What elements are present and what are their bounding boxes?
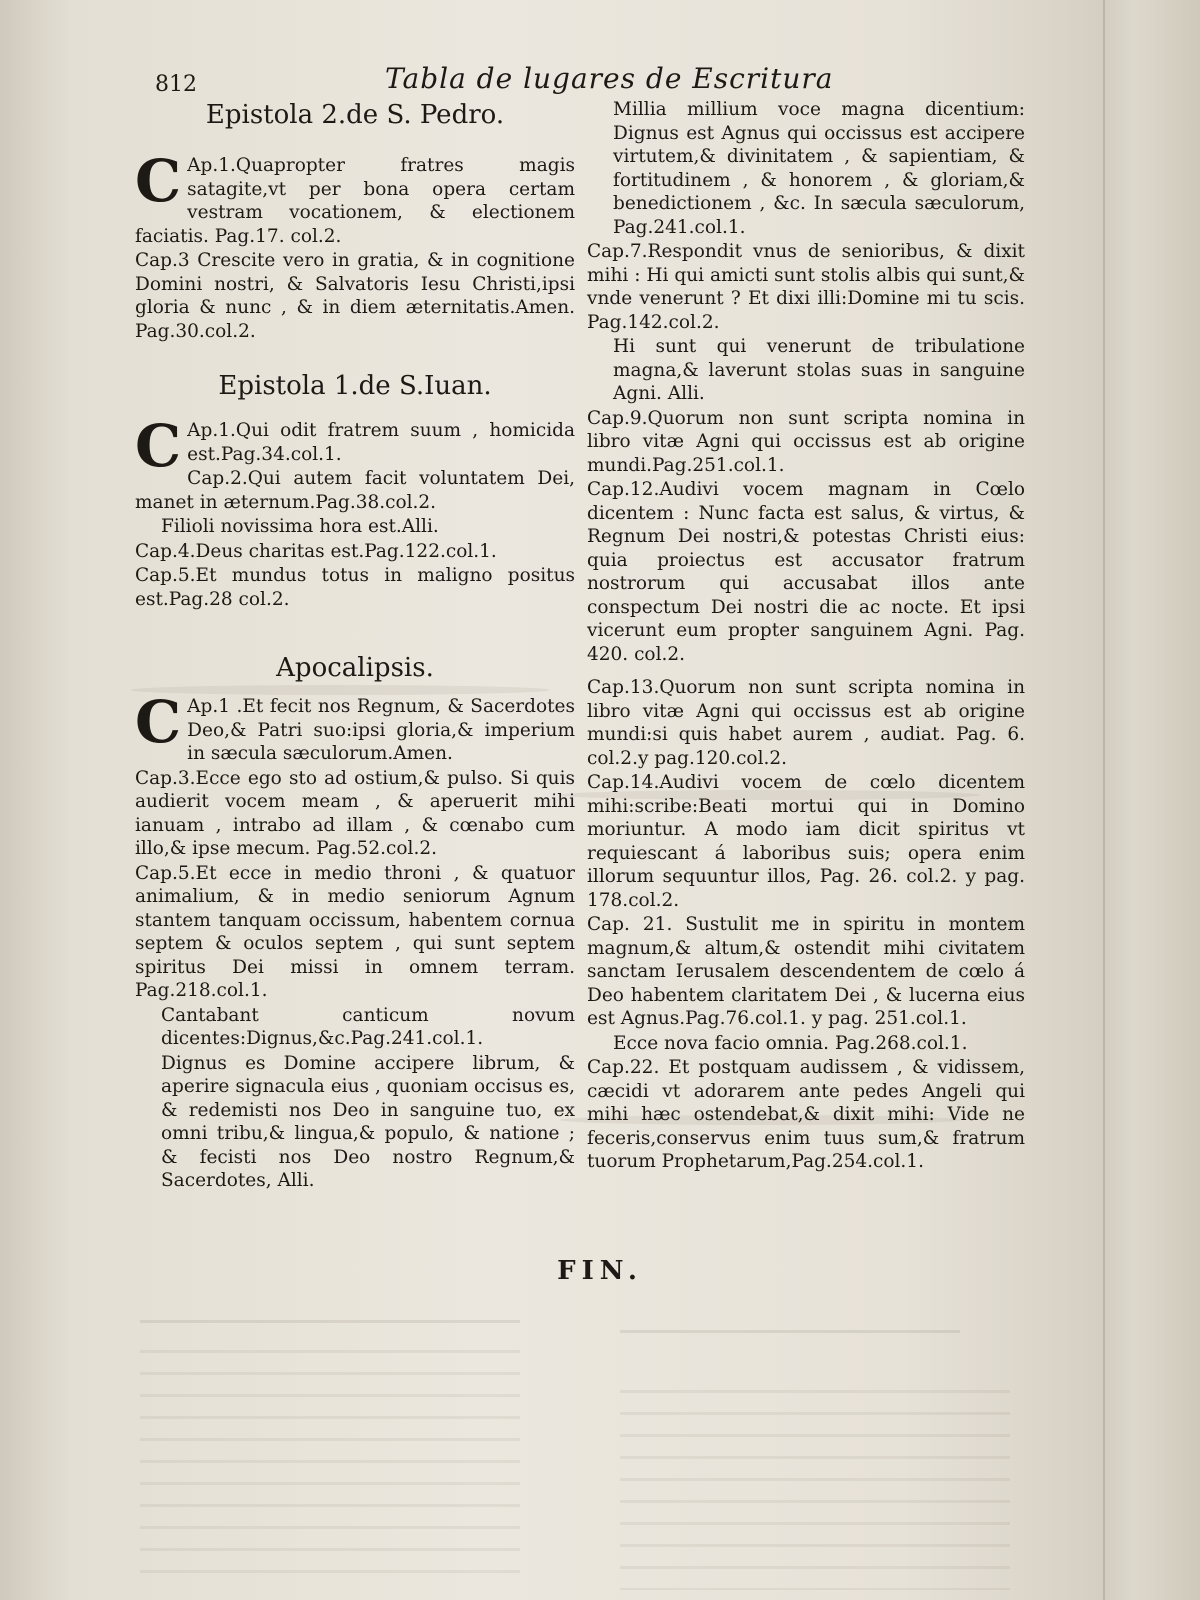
entry xyxy=(587,335,1025,406)
entry-text: Cap.3.Ecce ego sto ad ostium,& pulso. Si quis audierit vocem meam , & aperuerit mihi ianuam , intrabo ad illam , & cœnabo cum illo,& ipse mecum. Pag.52.col.2. xyxy=(135,767,575,859)
entry xyxy=(587,771,1025,912)
entry xyxy=(135,249,575,343)
section-title: Apocalipsis. xyxy=(276,653,434,683)
entry-text: Filioli novissima hora est.Alli. xyxy=(161,516,439,537)
entry xyxy=(587,676,1025,770)
left-column xyxy=(135,98,575,1194)
entry xyxy=(587,913,1025,1031)
entry xyxy=(587,1032,1025,1056)
section-title: Epistola 2.de S. Pedro. xyxy=(205,100,505,130)
entry xyxy=(587,407,1025,478)
entry-text: Ecce nova facio omnia. Pag.268.col.1. xyxy=(613,1032,968,1054)
entry-text: Cap.2.Qui autem facit voluntatem Dei, manet in æternum.Pag.38.col.2. xyxy=(135,468,575,513)
entry xyxy=(135,1004,575,1051)
entry-text: Ap.1 .Et fecit nos Regnum, & Sacerdotes Deo,& Patri suo:ipsi gloria,& imperium in sæcula sæculorum.Amen. xyxy=(187,696,575,764)
entry xyxy=(587,478,1025,666)
entry-text: Ap.1.Quapropter fratres magis satagite,vt per bona opera certam vestram vocationem, & electionem faciatis. Pag.17. col.2. xyxy=(135,155,575,247)
entry xyxy=(135,515,575,539)
entry-text: Cap. 21. Sustulit me in spiritu in montem magnum,& altum,& ostendit mihi civitatem sanctam Ierusalem descendentem de cœlo á Deo habentem claritatem Dei , & lucerna eius est Agnus.Pag.76.col.1. y pag. 251.col.1. xyxy=(587,914,1025,1029)
drop-cap: C xyxy=(135,688,182,756)
entry-text: Cap.5.Et ecce in medio throni , & quatuor animalium, & in medio seniorum Agnum stantem tanquam occissum, habentem cornua septem & oculos septem , qui sunt septem spiritus Dei missi in omnem terram. Pag.218.col.1. xyxy=(135,862,575,1001)
entry xyxy=(135,688,575,766)
drop-cap: C xyxy=(135,147,182,215)
entry xyxy=(587,1056,1025,1174)
entry xyxy=(135,767,575,861)
entry xyxy=(135,467,575,514)
entry-text: Cap.22. Et postquam audissem , & vidissem, cæcidi vt adorarem ante pedes Angeli qui mihi hæc ostendebat,& dixit mihi: Vide ne feceris,conservus enim tuus sum,& fratrum tuorum Prophetarum,Pag.254.col.1. xyxy=(587,1057,1025,1172)
entry xyxy=(135,564,575,611)
entry xyxy=(135,1052,575,1193)
page-header xyxy=(155,62,1035,98)
entry-text: Millia millium voce magna dicentium: Dignus est Agnus qui occissus est accipere virtutem,& divinitatem , & sapientiam, & fortitudinem , & honorem , & gloriam,& benedictionem , &c. In sæcula sæculorum, Pag.241.col.1. xyxy=(613,99,1025,238)
right-column xyxy=(587,98,1025,1175)
entry-text: Cap.14.Audivi vocem de cœlo dicentem mihi:scribe:Beati mortui qui in Domino moriuntur. A modo iam dicit spiritus vt requiescant á laboribus suis; opera enim illorum sequuntur illos, Pag. 26. col.2. y pag. 178.col.2. xyxy=(587,772,1025,911)
bleed-through-mark xyxy=(140,1350,520,1580)
bleed-through-mark xyxy=(140,1280,520,1323)
section-apocalipsis xyxy=(135,651,575,1193)
fin-marker: FIN. xyxy=(557,1256,643,1286)
entry-text: Cap.13.Quorum non sunt scripta nomina in libro vitæ Agni qui occissus est ab origine mundi:si quis habet aurem , audiat. Pag. 6. col.2.y pag.120.col.2. xyxy=(587,677,1025,769)
entry-text: Ap.1.Qui odit fratrem suum , homicida est.Pag.34.col.1. xyxy=(187,420,575,465)
section-title: Epistola 1.de S.Iuan. xyxy=(218,371,492,401)
section-2-pedro xyxy=(135,98,575,343)
running-title: Tabla de lugares de Escritura xyxy=(385,62,834,95)
bleed-through-mark xyxy=(620,1300,960,1333)
entry xyxy=(587,240,1025,334)
page-number: 812 xyxy=(155,72,197,97)
section-1-iuan xyxy=(135,369,575,611)
entry xyxy=(135,540,575,564)
entry-text: Cap.4.Deus charitas est.Pag.122.col.1. xyxy=(135,540,497,562)
entry-text: Cantabant canticum novum dicentes:Dignus,&c.Pag.241.col.1. xyxy=(161,1004,575,1049)
entry-text: Cap.7.Respondit vnus de senioribus, & dixit mihi : Hi qui amicti sunt stolis albis qui sunt,& vnde venerunt ? Et dixi illi:Domine mi tu scis. Pag.142.col.2. xyxy=(587,241,1025,333)
entry xyxy=(135,147,575,248)
entry xyxy=(135,412,575,480)
bleed-through-mark xyxy=(620,1390,1010,1590)
text-columns xyxy=(135,98,1025,1198)
entry-text: Hi sunt qui venerunt de tribulatione magna,& laverunt stolas suas in sanguine Agni. Alli. xyxy=(613,336,1025,404)
entry-text: Cap.3 Crescite vero in gratia, & in cognitione Domini nostri, & Salvatoris Iesu Christi,ipsi gloria & nunc , & in diem æternitatis.Amen. Pag.30.col.2. xyxy=(135,250,575,342)
entry-text: Dignus es Domine accipere librum, & aperire signacula eius , quoniam occisus es, & redemisti nos Deo in sanguine tuo, ex omni tribu,& lingua,& populo, & natione ; & fecisti nos Deo nostro Regnum,& Sacerdotes, Alli. xyxy=(161,1052,575,1191)
entry xyxy=(587,98,1025,239)
entry-text: Cap.5.Et mundus totus in maligno positus est.Pag.28 col.2. xyxy=(135,565,575,610)
entry xyxy=(135,862,575,1003)
book-page-edge xyxy=(1103,0,1200,1600)
entry-text: Cap.12.Audivi vocem magnam in Cœlo dicentem : Nunc facta est salus, & virtus, & Regnum Dei nostri,& potestas Christi eius: quia proiectus est accusator fratrum nostrorum qui accusabat illos ante conspectum Dei nostri die ac nocte. Et ipsi vicerunt eum propter sanguinem Agni. Pag. 420. col.2. xyxy=(587,479,1025,665)
entry-text: Cap.9.Quorum non sunt scripta nomina in libro vitæ Agni qui occissus est ab origine mundi.Pag.251.col.1. xyxy=(587,407,1025,476)
drop-cap: C xyxy=(135,412,182,480)
